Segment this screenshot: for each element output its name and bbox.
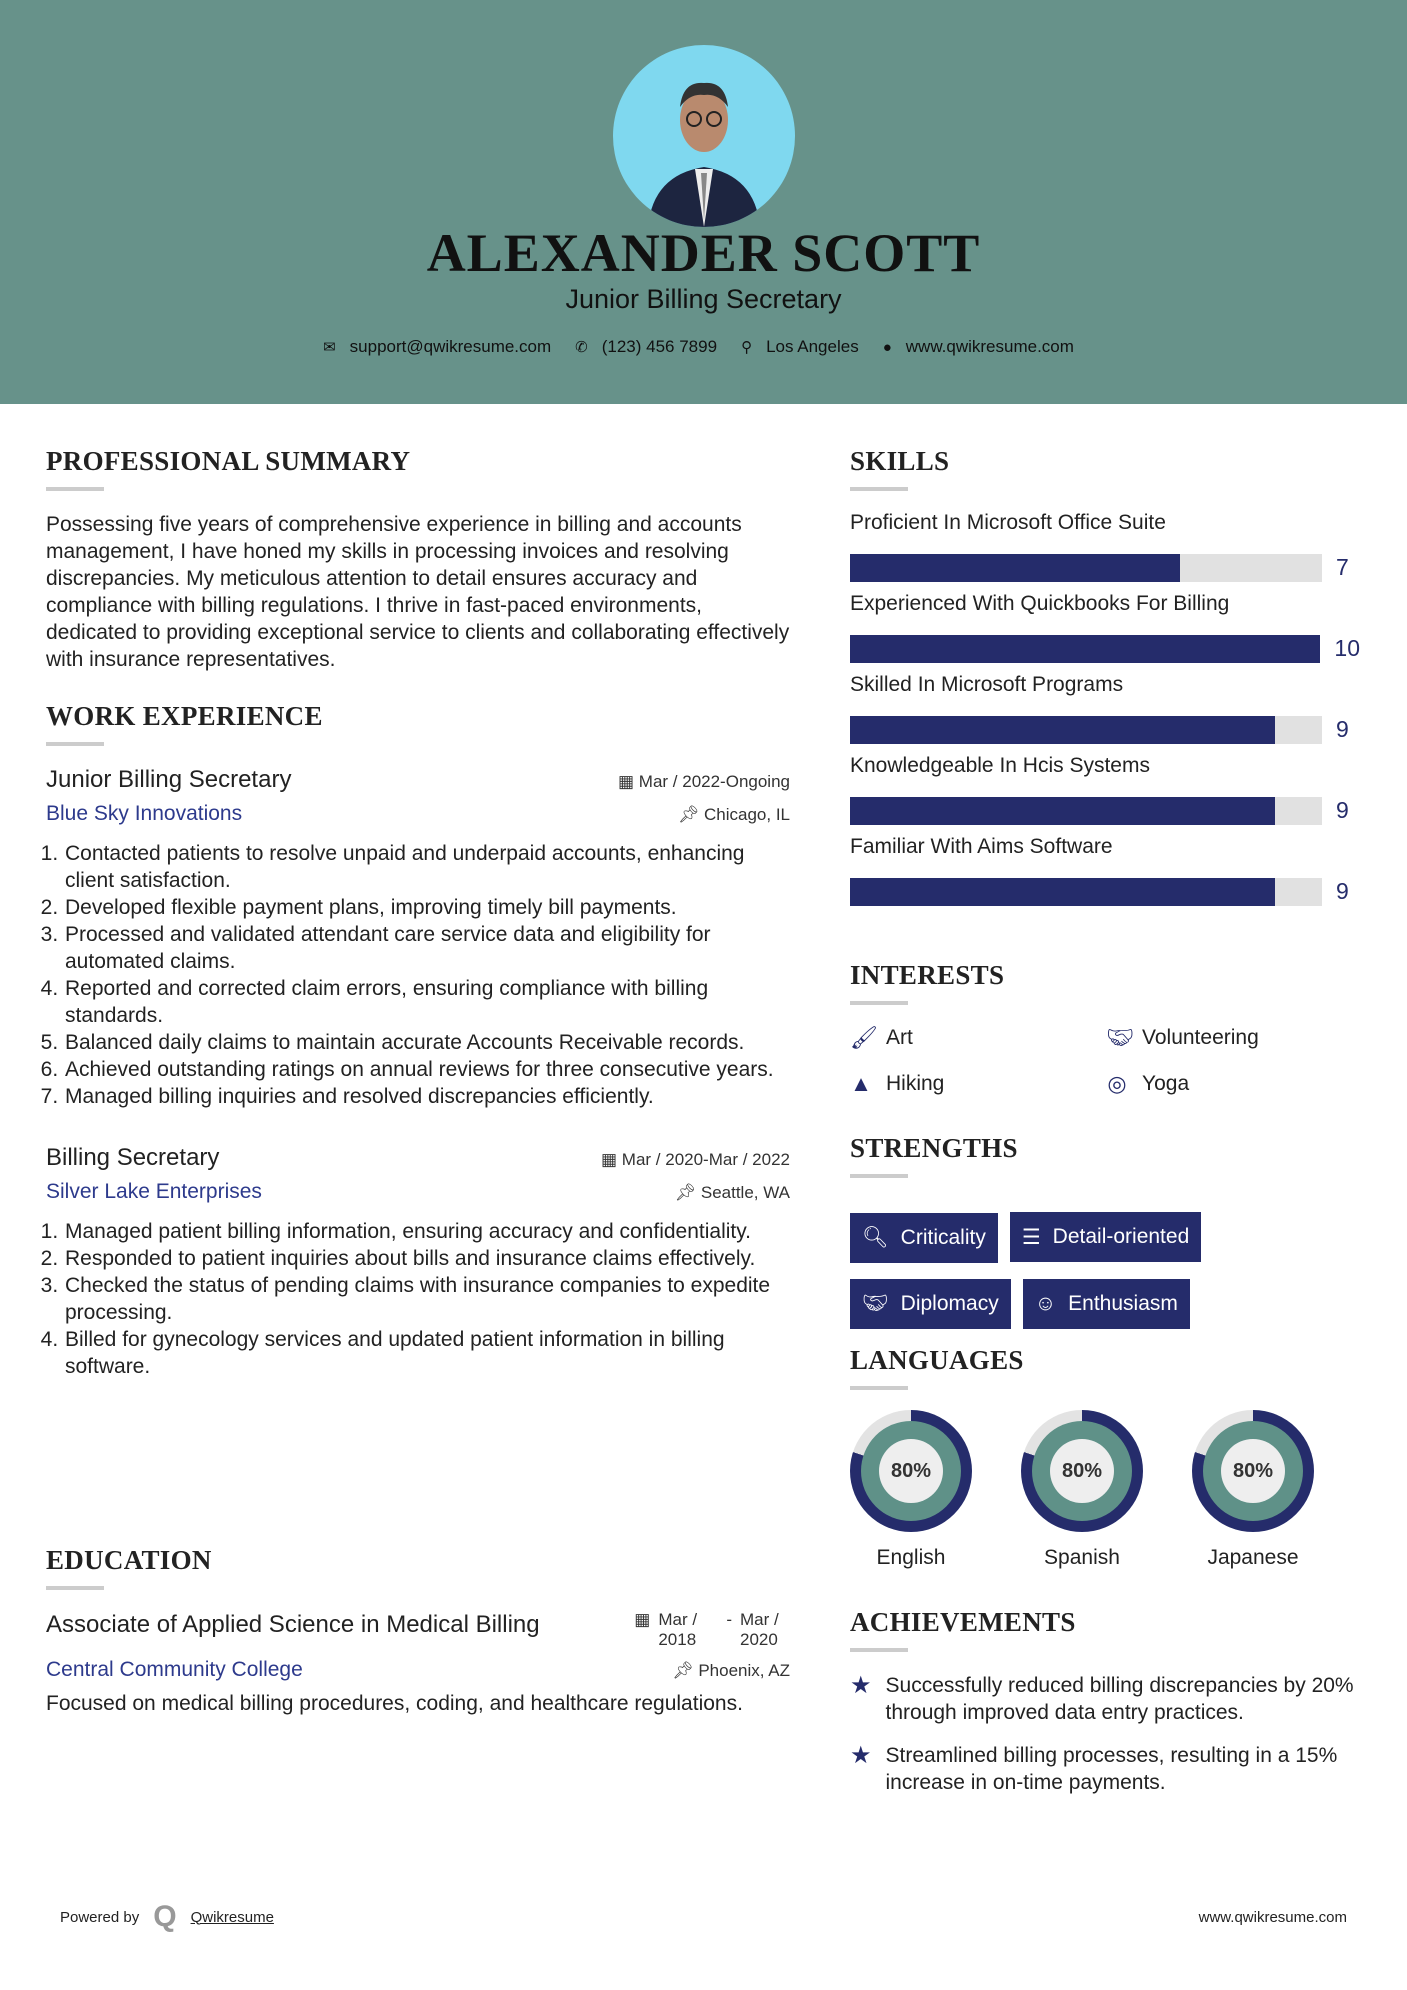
interests-section: [850, 960, 1360, 1097]
strength-label: Diplomacy: [900, 1291, 999, 1315]
skill-bar-track: [850, 554, 1322, 582]
language-percent: 80%: [879, 1439, 943, 1503]
star-icon: ★: [850, 1742, 872, 1769]
section-heading: STRENGTHS: [850, 1133, 1018, 1163]
strength-chip: [850, 1279, 1011, 1329]
skill-label: Skilled In Microsoft Programs: [850, 673, 1124, 696]
candidate-name: ALEXANDER SCOTT: [426, 223, 981, 283]
strengths-section: [850, 1133, 1360, 1329]
phone-icon: ✆: [575, 339, 588, 356]
skill-bar-fill: [850, 797, 1275, 825]
skill-item: [850, 835, 1360, 916]
search-icon: 🔍︎: [862, 1225, 889, 1249]
language-name: English: [876, 1546, 946, 1569]
job-entry: [46, 766, 790, 1110]
duty-item: 4. Reported and corrected claim errors, ensuring compliance with billing standards.: [64, 975, 790, 1029]
language-percent: 80%: [1050, 1439, 1114, 1503]
smile-icon: ☺: [1034, 1291, 1057, 1315]
skill-value: 7: [1336, 554, 1349, 580]
section-heading: ACHIEVEMENTS: [850, 1607, 1076, 1637]
job-date: Mar / 2020-Mar / 2022: [621, 1150, 790, 1169]
achievement-item: [850, 1742, 1360, 1796]
section-heading: EDUCATION: [46, 1545, 212, 1575]
powered-by-label: Powered by: [60, 1908, 140, 1926]
company-name: Blue Sky Innovations: [46, 802, 243, 825]
handshake-icon: 🤝︎: [1106, 1025, 1134, 1050]
resume-header: [0, 0, 1407, 404]
location: Los Angeles: [766, 337, 859, 356]
heading-underline: [46, 1586, 104, 1590]
section-heading: INTERESTS: [850, 960, 1005, 990]
paintbrush-icon: 🖌︎: [850, 1025, 878, 1050]
company-name: Silver Lake Enterprises: [46, 1180, 262, 1203]
job-duties: [46, 1218, 790, 1380]
skill-bar-track: [850, 716, 1322, 744]
interest-item: [850, 1025, 1106, 1051]
handshake-icon: 🤝︎: [862, 1291, 889, 1315]
interest-label: Yoga: [1142, 1072, 1190, 1095]
website-link[interactable]: www.qwikresume.com: [905, 337, 1074, 356]
pin-icon: 📌︎: [674, 1183, 701, 1202]
skill-item: [850, 592, 1360, 673]
tree-icon: ▲: [850, 1071, 872, 1096]
skill-item: [850, 511, 1360, 592]
edu-location: Phoenix, AZ: [698, 1661, 790, 1680]
skill-label: Proficient In Microsoft Office Suite: [850, 511, 1166, 534]
calendar-icon: ▦: [634, 1610, 651, 1629]
contact-bar: [0, 337, 1407, 357]
skill-value: 9: [1336, 878, 1349, 904]
strength-label: Criticality: [900, 1225, 986, 1249]
phone-number: (123) 456 7899: [601, 337, 718, 356]
strength-label: Detail-oriented: [1052, 1225, 1190, 1248]
job-entry: [46, 1144, 790, 1380]
education-section: EDUCATION Associate of Applied Science in Medical Billing ▦ Mar / 2018 - Mar / 2020 Central Community College 📌︎ Phoenix, AZ Focused on medical billing procedures, coding, and healthcare regulations.: [46, 1545, 790, 1715]
experience-section: [46, 701, 790, 1380]
language-donut: [1192, 1410, 1314, 1532]
skill-bar-fill: [850, 635, 1320, 663]
language-name: Spanish: [1044, 1546, 1120, 1569]
achievements-section: [850, 1607, 1360, 1812]
list-icon: ☰: [1021, 1225, 1041, 1249]
calendar-icon: ▦: [601, 1150, 622, 1169]
strength-label: Enthusiasm: [1068, 1291, 1178, 1315]
degree-title: Associate of Applied Science in Medical Billing: [46, 1611, 540, 1638]
heading-underline: [850, 1648, 908, 1652]
skill-bar-track: [850, 797, 1322, 825]
duty-item: 3. Processed and validated attendant care service data and eligibility for automated claims.: [64, 921, 790, 975]
job-title: Billing Secretary: [46, 1144, 220, 1171]
skill-value: 9: [1336, 716, 1349, 742]
language-donut: [850, 1410, 972, 1532]
edu-end: Mar / 2020: [740, 1610, 779, 1649]
heading-underline: [46, 742, 104, 746]
language-donut: [1021, 1410, 1143, 1532]
language-item: [850, 1410, 972, 1570]
candidate-title: Junior Billing Secretary: [565, 284, 842, 314]
skill-bar-fill: [850, 716, 1275, 744]
duty-item: 1. Managed patient billing information, ensuring accuracy and confidentiality.: [64, 1218, 790, 1245]
strength-chip: [850, 1213, 998, 1263]
qwikresume-logo-icon: Q: [153, 1900, 177, 1933]
language-name: Japanese: [1207, 1546, 1299, 1569]
skill-bar-track: [850, 635, 1320, 663]
envelope-icon: ✉: [323, 339, 336, 356]
section-heading: LANGUAGES: [850, 1345, 1024, 1375]
edu-start: Mar / 2018: [658, 1610, 698, 1649]
pin-icon: 📌︎: [672, 1661, 699, 1680]
strength-chip: [1023, 1279, 1190, 1329]
footer-website[interactable]: www.qwikresume.com: [1198, 1908, 1347, 1926]
skill-value: 10: [1334, 635, 1360, 661]
heading-underline: [850, 1174, 908, 1178]
skills-section: [850, 446, 1360, 916]
email-link[interactable]: support@qwikresume.com: [349, 337, 552, 356]
interest-label: Art: [886, 1026, 913, 1049]
job-location: Seattle, WA: [700, 1183, 790, 1202]
achievement-text: Successfully reduced billing discrepancies by 20% through improved data entry practices.: [885, 1674, 1354, 1724]
school-name: Central Community College: [46, 1658, 303, 1681]
skill-bar-fill: [850, 878, 1275, 906]
skill-bar-track: [850, 878, 1322, 906]
education-desc: Focused on medical billing procedures, coding, and healthcare regulations.: [46, 1692, 743, 1715]
heading-underline: [46, 487, 104, 491]
star-icon: ★: [850, 1672, 872, 1699]
map-pin-icon: ⚲: [741, 339, 753, 356]
achievement-item: [850, 1672, 1360, 1726]
calendar-icon: ▦: [618, 772, 639, 791]
achievement-text: Streamlined billing processes, resulting in a 15% increase in on-time payments.: [885, 1744, 1338, 1794]
job-date: Mar / 2022-Ongoing: [638, 772, 790, 791]
duty-item: 2. Responded to patient inquiries about bills and insurance claims effectively.: [64, 1245, 790, 1272]
duty-item: 3. Checked the status of pending claims with insurance companies to expedite processing.: [64, 1272, 790, 1326]
interest-item: [850, 1071, 1106, 1097]
section-heading: WORK EXPERIENCE: [46, 701, 323, 731]
duty-item: 7. Managed billing inquiries and resolved discrepancies efficiently.: [64, 1083, 790, 1110]
job-title: Junior Billing Secretary: [46, 766, 292, 793]
languages-section: [850, 1345, 1360, 1570]
footer: [60, 1900, 1347, 1934]
heading-underline: [850, 1001, 908, 1005]
duty-item: 2. Developed flexible payment plans, improving timely bill payments.: [64, 894, 790, 921]
language-percent: 80%: [1221, 1439, 1285, 1503]
skill-item: [850, 673, 1360, 754]
globe-icon: ●: [882, 338, 892, 356]
pin-icon: 📌︎: [677, 805, 704, 824]
job-location: Chicago, IL: [704, 805, 790, 824]
heading-underline: [850, 487, 908, 491]
skill-label: Knowledgeable In Hcis Systems: [850, 754, 1150, 777]
interest-label: Volunteering: [1142, 1026, 1259, 1049]
duty-item: 6. Achieved outstanding ratings on annual reviews for three consecutive years.: [64, 1056, 790, 1083]
summary-text: Possessing five years of comprehensive experience in billing and accounts management, I have honed my skills in processing invoices and resolving discrepancies. My meticulous attention to detail ensures accuracy and compliance with billing regulations. I thrive in fast-paced environments, dedicated to providing exceptional service to clients and collaborating effectively with insurance representatives.: [46, 513, 790, 671]
language-item: [1021, 1410, 1143, 1570]
lifebuoy-icon: ◎: [1107, 1071, 1127, 1096]
section-heading: PROFESSIONAL SUMMARY: [46, 446, 411, 476]
strength-chip: [1010, 1212, 1201, 1262]
qwikresume-link[interactable]: Qwikresume: [190, 1908, 274, 1926]
section-heading: SKILLS: [850, 446, 950, 476]
skill-value: 9: [1336, 797, 1349, 823]
interest-item: [1106, 1025, 1362, 1051]
duty-item: 1. Contacted patients to resolve unpaid and underpaid accounts, enhancing client satisfaction.: [64, 840, 790, 894]
profile-photo: [613, 45, 795, 227]
skill-bar-fill: [850, 554, 1180, 582]
duty-item: 4. Billed for gynecology services and updated patient information in billing software.: [64, 1326, 790, 1380]
job-duties: [46, 840, 790, 1110]
skill-label: Familiar With Aims Software: [850, 835, 1113, 858]
interest-item: [1106, 1071, 1362, 1097]
duty-item: 5. Balanced daily claims to maintain accurate Accounts Receivable records.: [64, 1029, 790, 1056]
skill-item: [850, 754, 1360, 835]
summary-section: [46, 446, 790, 673]
interest-label: Hiking: [886, 1072, 945, 1095]
skill-label: Experienced With Quickbooks For Billing: [850, 592, 1230, 615]
language-item: [1192, 1410, 1314, 1570]
heading-underline: [850, 1386, 908, 1390]
